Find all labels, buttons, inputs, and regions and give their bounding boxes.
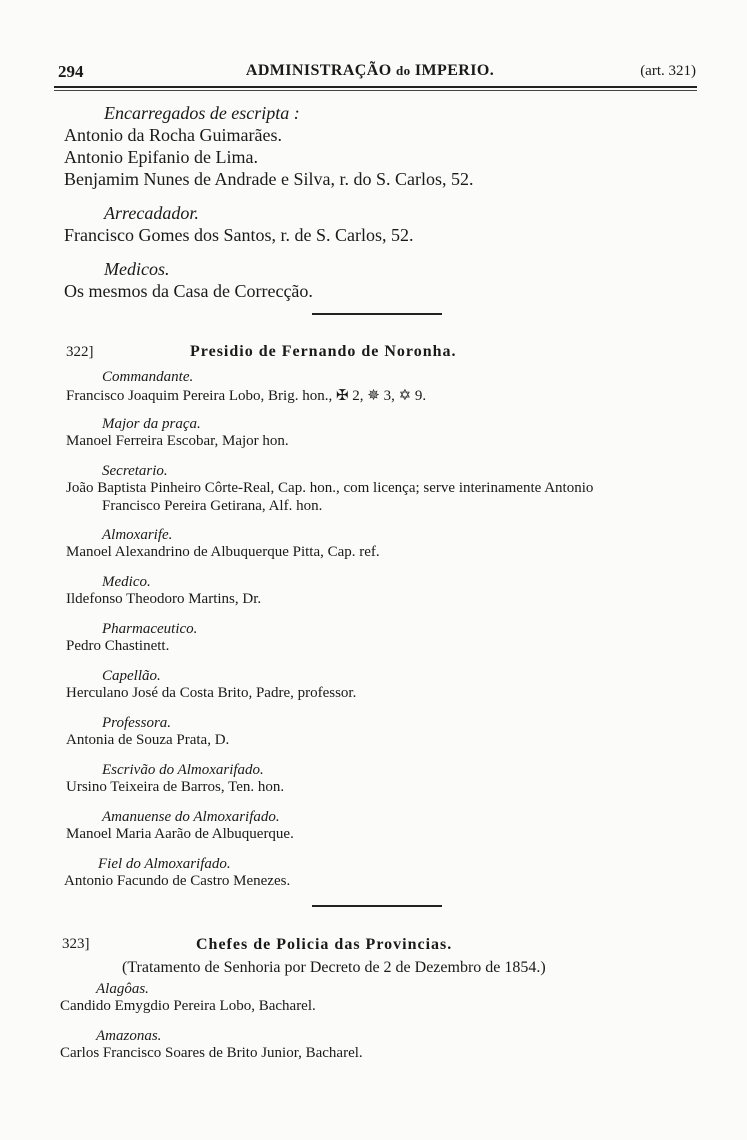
section-number: 323] xyxy=(62,936,90,952)
running-title-main: ADMINISTRAÇÃO xyxy=(245,62,392,79)
role-label: Arrecadador. xyxy=(104,203,199,223)
header-rule-thin xyxy=(54,90,697,91)
role-label: Major da praça. xyxy=(102,416,201,432)
role-label: Encarregados de escripta : xyxy=(104,103,300,123)
role-label: Escrivão do Almoxarifado. xyxy=(102,762,264,778)
role-label: Amanuense do Almoxarifado. xyxy=(102,809,280,825)
person-line: Ildefonso Theodoro Martins, Dr. xyxy=(66,591,262,607)
person-line: Manoel Maria Aarão de Albuquerque. xyxy=(66,826,294,842)
header-rule xyxy=(54,86,697,88)
person-line: Os mesmos da Casa de Correcção. xyxy=(64,281,313,301)
person-line: Antonia de Souza Prata, D. xyxy=(66,732,230,748)
person-line: Carlos Francisco Soares de Brito Junior, Bacharel. xyxy=(60,1045,363,1061)
article-reference: (art. 321) xyxy=(640,63,696,79)
person-line: Antonio Facundo de Castro Menezes. xyxy=(64,873,291,889)
role-label: Professora. xyxy=(102,715,172,731)
person-line: Ursino Teixeira de Barros, Ten. hon. xyxy=(66,779,285,795)
section-number: 322] xyxy=(66,344,94,360)
role-label: Almoxarife. xyxy=(102,527,173,543)
person-line: Herculano José da Costa Brito, Padre, professor. xyxy=(66,685,357,701)
person-line: Francisco Gomes dos Santos, r. de S. Carlos, 52. xyxy=(64,225,414,245)
person-line: Candido Emygdio Pereira Lobo, Bacharel. xyxy=(60,998,316,1014)
person-line: Francisco Joaquim Pereira Lobo, Brig. hon., ✠ 2, ✵ 3, ✡ 9. xyxy=(66,388,427,404)
section-subtitle: (Tratamento de Senhoria por Decreto de 2 de Dezembro de 1854.) xyxy=(122,959,546,976)
person-line: Benjamim Nunes de Andrade e Silva, r. do S. Carlos, 52. xyxy=(64,169,474,189)
person-line: Antonio Epifanio de Lima. xyxy=(64,147,258,167)
person-line: Antonio da Rocha Guimarães. xyxy=(64,125,282,145)
person-line: João Baptista Pinheiro Côrte-Real, Cap. hon., com licença; serve interinamente Antonio xyxy=(66,480,594,496)
role-label: Alagôas. xyxy=(96,981,149,997)
role-label: Commandante. xyxy=(102,369,194,385)
running-title xyxy=(44,62,696,80)
running-title-end: IMPERIO. xyxy=(414,62,495,79)
person-line: Pedro Chastinett. xyxy=(66,638,170,654)
role-label: Medico. xyxy=(102,574,151,590)
section-title: Chefes de Policia das Provincias. xyxy=(196,936,453,953)
role-label: Capellão. xyxy=(102,668,161,684)
section-divider xyxy=(312,905,442,907)
person-line: Manoel Ferreira Escobar, Major hon. xyxy=(66,433,289,449)
person-line: Francisco Pereira Getirana, Alf. hon. xyxy=(102,498,323,514)
role-label: Medicos. xyxy=(104,259,170,279)
role-label: Fiel do Almoxarifado. xyxy=(98,856,231,872)
page-number: 294 xyxy=(58,62,84,81)
running-title-small: do xyxy=(395,63,411,78)
person-line: Manoel Alexandrino de Albuquerque Pitta, Cap. ref. xyxy=(66,544,380,560)
role-label: Pharmaceutico. xyxy=(102,621,198,637)
role-label: Secretario. xyxy=(102,463,168,479)
role-label: Amazonas. xyxy=(96,1028,162,1044)
section-title: Presidio de Fernando de Noronha. xyxy=(190,343,457,360)
section-divider xyxy=(312,313,442,315)
page-header xyxy=(44,60,696,86)
